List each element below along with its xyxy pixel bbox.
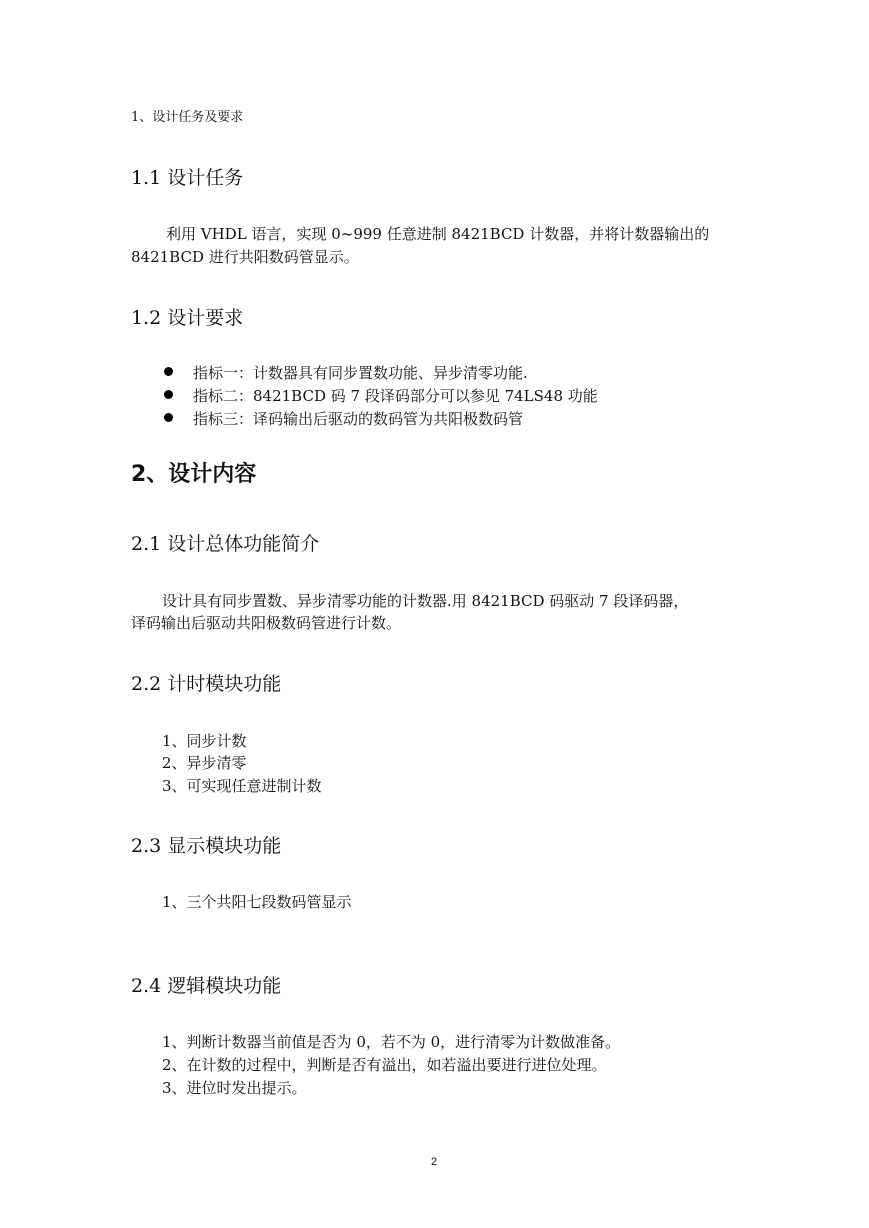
- heading-2-3: 2.3 显示模块功能: [131, 835, 282, 857]
- section2-title: 2、设计内容: [131, 462, 257, 487]
- list-item: 3、进位时发出提示。: [162, 1079, 307, 1097]
- heading-2-2: 2.2 计时模块功能: [131, 673, 282, 695]
- para-2-1-line1: 设计具有同步置数、异步清零功能的计数器.用 8421BCD 码驱动 7 段译码器，: [162, 592, 689, 610]
- heading-1-1: 1.1 设计任务: [131, 167, 244, 189]
- para-1-1-line2: 8421BCD 进行共阳数码管显示。: [131, 248, 359, 266]
- list-item: 1、判断计数器当前值是否为 0，若不为 0，进行清零为计数做准备。: [162, 1033, 621, 1051]
- para-1-1-line1: 利用 VHDL 语言，实现 0~999 任意进制 8421BCD 计数器，并将计数器输出的: [166, 225, 710, 243]
- bullet-icon: [164, 367, 173, 376]
- bullet-icon: [164, 390, 173, 399]
- list-item: 1、同步计数: [162, 732, 247, 750]
- heading-1-2: 1.2 设计要求: [131, 307, 244, 329]
- list-item: 2、异步清零: [162, 754, 247, 772]
- list-item: 指标一：计数器具有同步置数功能、异步清零功能.: [193, 364, 528, 382]
- list-item: 3、可实现任意进制计数: [162, 777, 322, 795]
- list-item: 1、三个共阳七段数码管显示: [162, 893, 352, 911]
- list-item: 指标二：8421BCD 码 7 段译码部分可以参见 74LS48 功能: [193, 387, 598, 405]
- bullet-icon: [164, 413, 173, 422]
- list-item: 指标三：译码输出后驱动的数码管为共阳极数码管: [193, 410, 524, 428]
- para-2-1-line2: 译码输出后驱动共阳极数码管进行计数。: [131, 614, 402, 632]
- heading-2-1: 2.1 设计总体功能简介: [131, 533, 320, 555]
- page-number: 2: [431, 1156, 438, 1168]
- list-item: 2、在计数的过程中，判断是否有溢出，如若溢出要进行进位处理。: [162, 1056, 607, 1074]
- section1-title: 1、设计任务及要求: [131, 110, 244, 125]
- heading-2-4: 2.4 逻辑模块功能: [131, 975, 282, 997]
